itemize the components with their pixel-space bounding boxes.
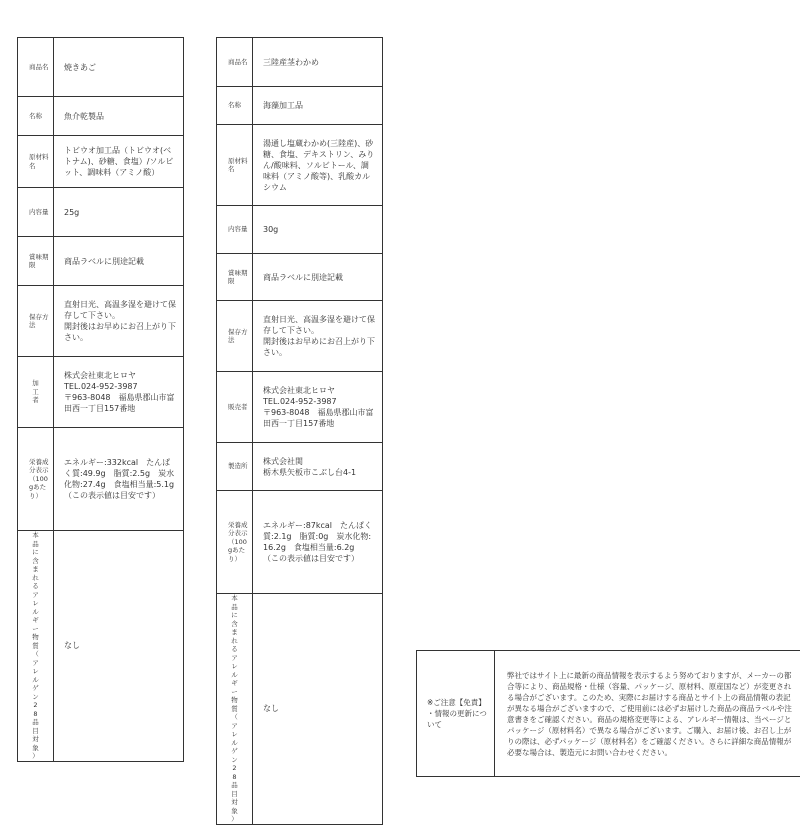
product-spec-table-b (216, 37, 383, 825)
vertical-label-allergens: 本 品 に 含 ま れ る ア レ ル ギ ー 物 質 （ ア レ ル ゲ ン 2 8 品 目 対 象 ） (31, 531, 40, 761)
row-label-net-content: 内容量 (18, 188, 54, 237)
row-value-net-content: 25g (54, 188, 184, 237)
table-row (217, 254, 383, 301)
table-row (18, 188, 184, 237)
row-value-product-name: 焼きあご (54, 38, 184, 97)
row-value-best-before: 商品ラベルに別途記載 (54, 237, 184, 286)
table-row (217, 125, 383, 206)
table-row (18, 428, 184, 531)
table-row (18, 136, 184, 188)
row-label-best-before: 賞味期限 (18, 237, 54, 286)
table-row (417, 651, 800, 777)
table-row (217, 38, 383, 87)
row-label-storage: 保存方法 (18, 286, 54, 357)
row-value-storage: 直射日光、高温多湿を避けて保存して下さい。 開封後はお早めにお召上がり下さい。 (54, 286, 184, 357)
row-label-name: 名称 (18, 97, 54, 136)
row-value-net-content: 30g (253, 206, 383, 254)
row-value-allergens: なし (253, 594, 383, 825)
table-row (217, 206, 383, 254)
row-label-product-name: 商品名 (217, 38, 253, 87)
table-row (217, 594, 383, 825)
row-label-product-name: 商品名 (18, 38, 54, 97)
row-value-name: 海藻加工品 (253, 87, 383, 125)
row-value-seller: 株式会社東北ヒロヤ TEL.024-952-3987 〒963-8048 福島県郡山市富田西一丁目157番地 (253, 372, 383, 443)
row-value-storage: 直射日光、高温多湿を避けて保存して下さい。 開封後はお早めにお召上がり下さい。 (253, 301, 383, 372)
row-label-nutrition: 栄養成分表示（100gあたり） (217, 491, 253, 594)
row-label-best-before: 賞味期限 (217, 254, 253, 301)
row-label-ingredients: 原材料名 (217, 125, 253, 206)
disclaimer-table (416, 650, 800, 777)
row-label-manufacturer: 製造所 (217, 443, 253, 491)
row-value-manufacturer: 株式会社関 栃木県矢板市こぶし台4-1 (253, 443, 383, 491)
row-label-seller: 販売者 (217, 372, 253, 443)
table-row (18, 38, 184, 97)
row-label-allergens (18, 531, 54, 762)
row-value-nutrition: エネルギー:87kcal たんぱく質:2.1g 脂質:0g 炭水化物:16.2g 食塩相当量:6.2g （この表示値は目安です） (253, 491, 383, 594)
table-row (217, 372, 383, 443)
table-row (18, 357, 184, 428)
row-label-processor (18, 357, 54, 428)
disclaimer-label: ※ご注意【免責】 ・情報の更新について (417, 651, 495, 777)
table-row (217, 87, 383, 125)
product-spec-table-a (17, 37, 184, 762)
vertical-label-processor: 加 工 者 (31, 379, 40, 405)
row-label-nutrition: 栄養成分表示（100gあたり） (18, 428, 54, 531)
row-value-processor: 株式会社東北ヒロヤ TEL.024-952-3987 〒963-8048 福島県郡山市富田西一丁目157番地 (54, 357, 184, 428)
table-row (18, 531, 184, 762)
table-row (217, 443, 383, 491)
vertical-label-allergens: 本 品 に 含 ま れ る ア レ ル ギ ー 物 質 （ ア レ ル ゲ ン 2 8 品 目 対 象 ） (230, 594, 239, 824)
row-value-name: 魚介乾製品 (54, 97, 184, 136)
disclaimer-text: 弊社ではサイト上に最新の商品情報を表示するよう努めておりますが、メーカーの都合等により、商品規格・仕様（容量、パッケージ、原材料、原産国など）が変更される場合がございます。このため、実際にお届けする商品とサイト上の商品情報の表記が異なる場合がございますので、ご使用前には必ずお届けした商品の商品ラベルや注意書きをご確認ください。商品の規格変更等による、アレルギー情報は、当ページとパッケージ（原材料名）で異なる場合がございます。ご購入、お届け後、お召し上がりの際は、必ずパッケージ（原材料名）をご確認ください。さらに詳細な商品情報が必要な場合は、製造元にお問い合わせください。 (495, 651, 800, 777)
row-value-ingredients: トビウオ加工品（トビウオ(ベトナム)、砂糖、食塩）/ソルビット、調味料（アミノ酸） (54, 136, 184, 188)
row-value-allergens: なし (54, 531, 184, 762)
row-value-product-name: 三陸産茎わかめ (253, 38, 383, 87)
row-label-ingredients: 原材料名 (18, 136, 54, 188)
row-label-net-content: 内容量 (217, 206, 253, 254)
table-row (217, 301, 383, 372)
row-value-nutrition: エネルギー:332kcal たんぱく質:49.9g 脂質:2.5g 炭水化物:27.4g 食塩相当量:5.1g （この表示値は目安です） (54, 428, 184, 531)
table-row (18, 97, 184, 136)
row-value-best-before: 商品ラベルに別途記載 (253, 254, 383, 301)
table-row (18, 237, 184, 286)
row-label-allergens (217, 594, 253, 825)
row-label-storage: 保存方法 (217, 301, 253, 372)
row-label-name: 名称 (217, 87, 253, 125)
table-row (18, 286, 184, 357)
table-row (217, 491, 383, 594)
row-value-ingredients: 湯通し塩蔵わかめ(三陸産)、砂糖、食塩、デキストリン、みりん/酸味料、ソルビトール、調味料（アミノ酸等)、乳酸カルシウム (253, 125, 383, 206)
